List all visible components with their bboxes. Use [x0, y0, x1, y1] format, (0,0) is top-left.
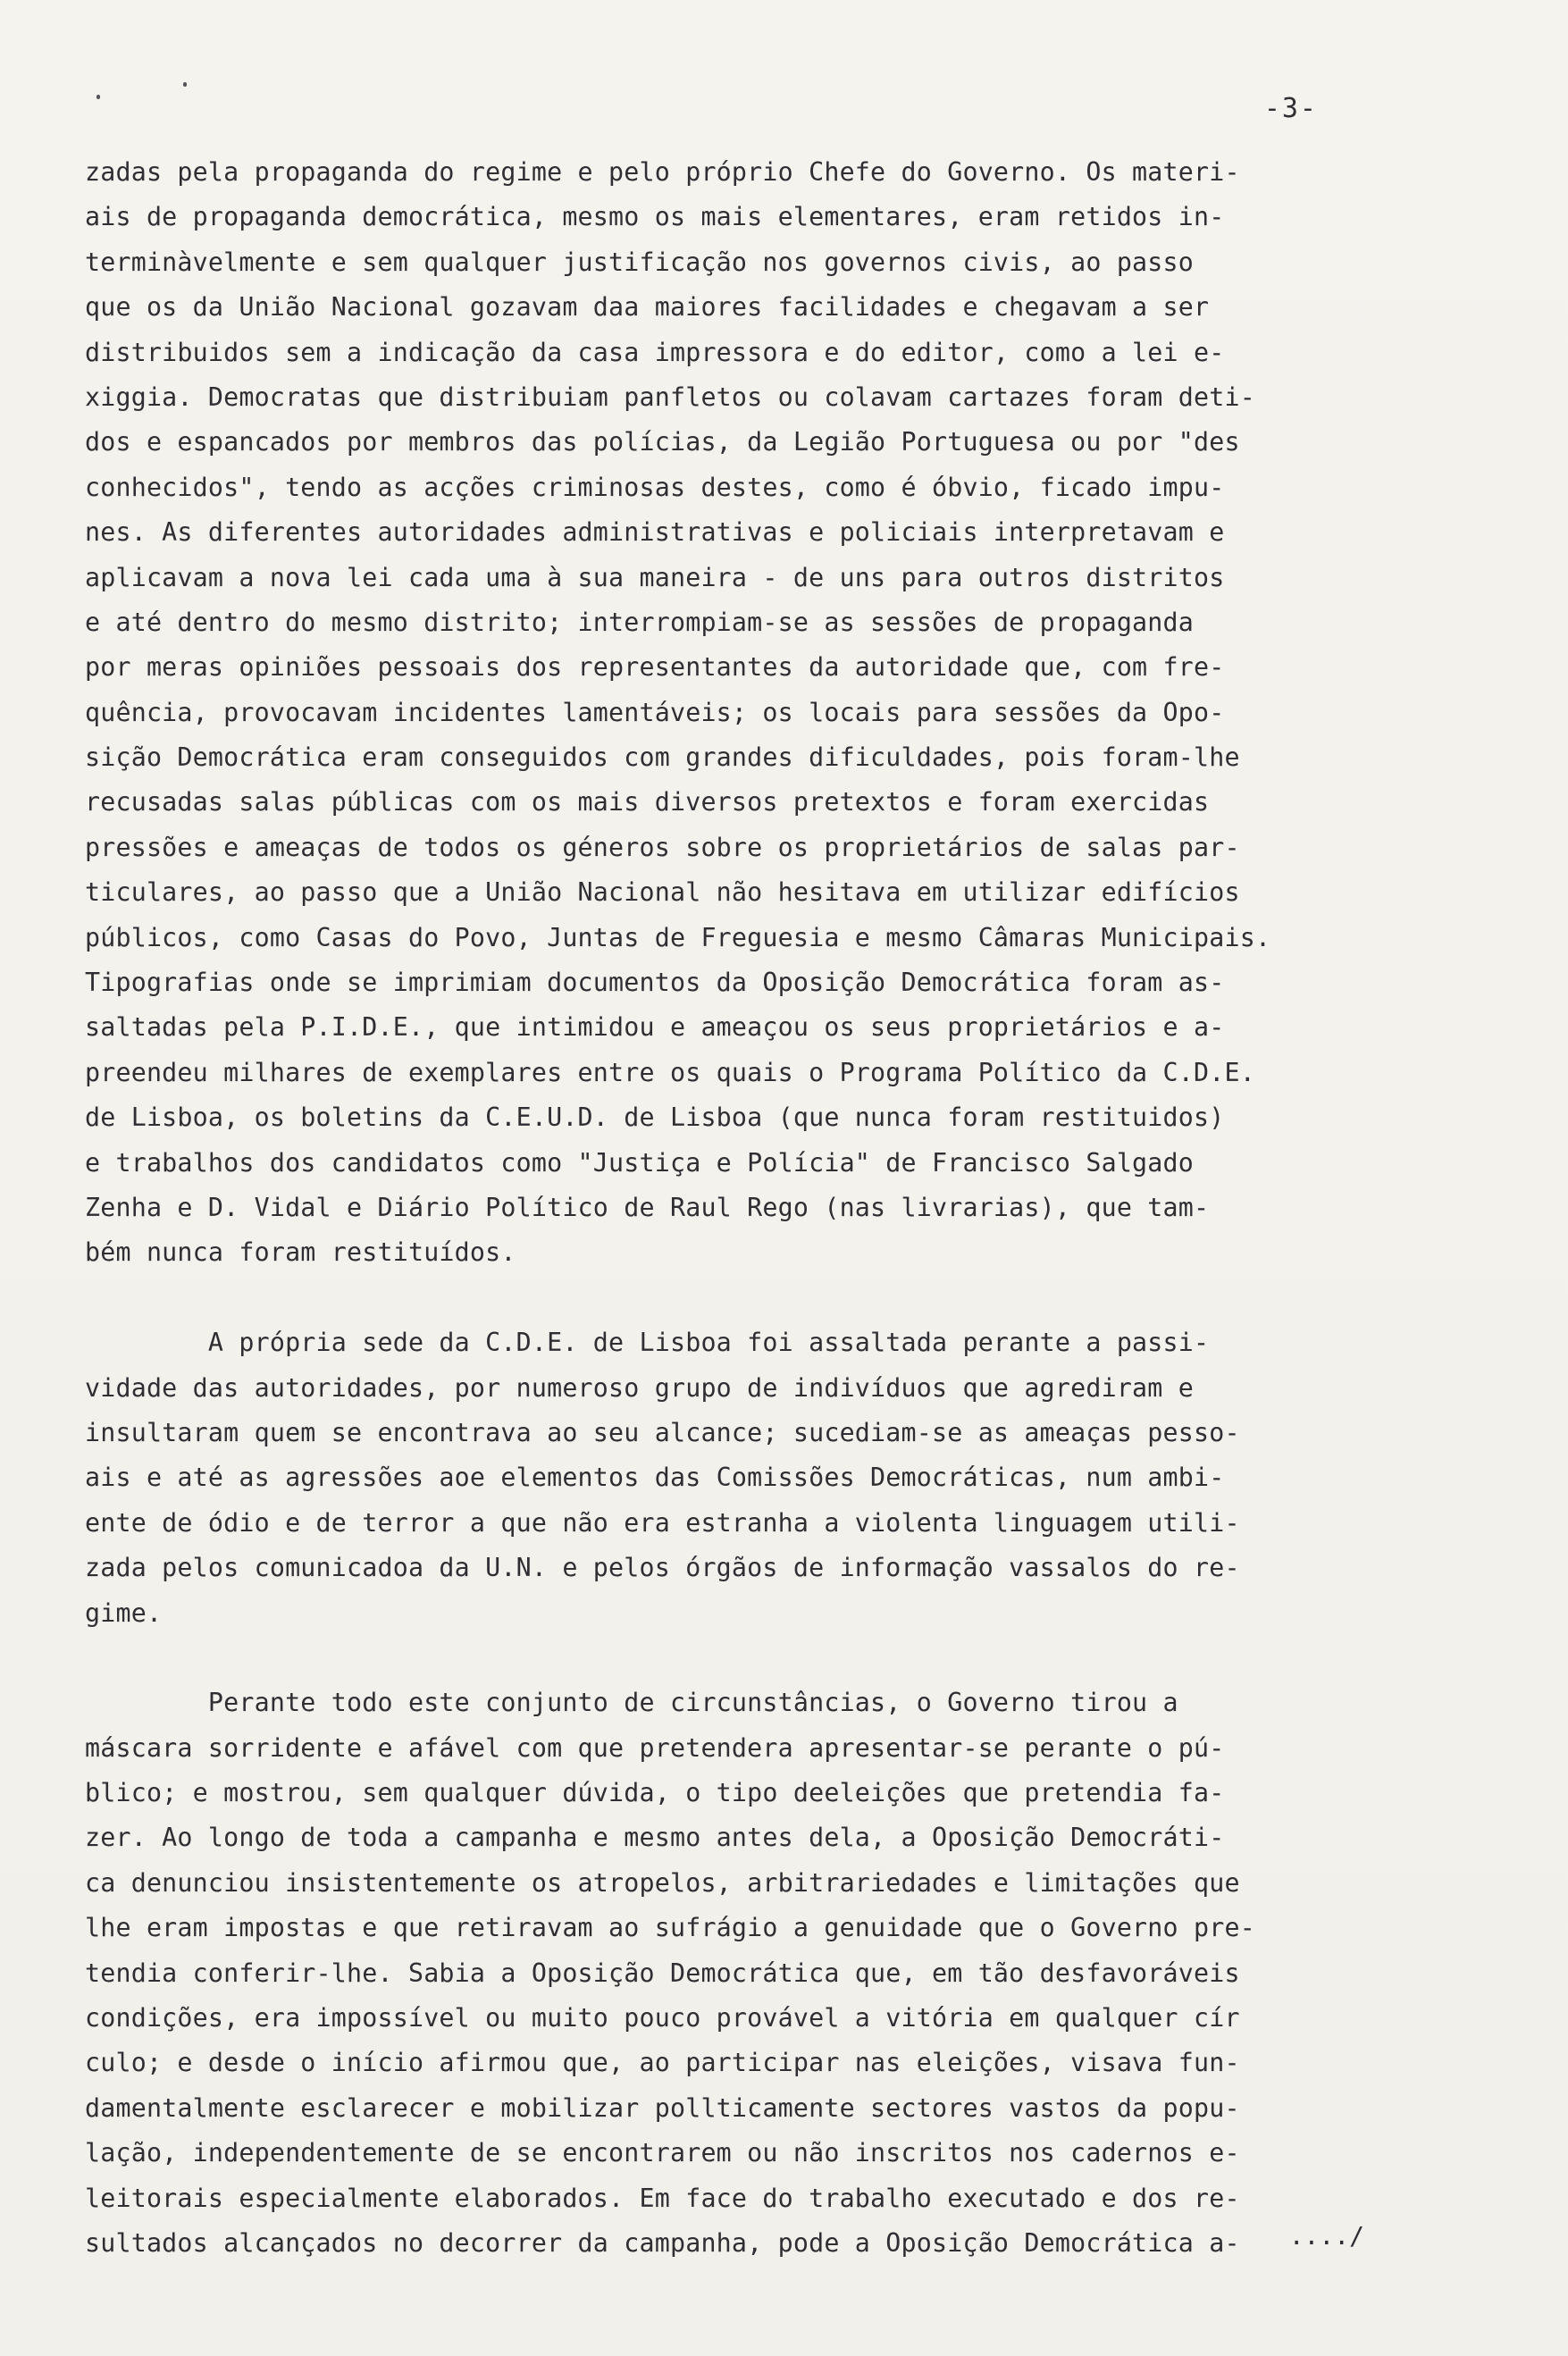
text-line: lhe eram impostas e que retiravam ao sufrágio a genuidade que o Governo pre- — [85, 1913, 1255, 1943]
text-line: distribuidos sem a indicação da casa impressora e do editor, como a lei e- — [85, 337, 1225, 367]
text-line: recusadas salas públicas com os mais diversos pretextos e foram exercidas — [85, 787, 1210, 817]
text-line: sição Democrática eram conseguidos com grandes dificuldades, pois foram-lhe — [85, 742, 1240, 773]
text-line: e trabalhos dos candidatos como "Justiça e Polícia" de Francisco Salgado — [85, 1147, 1195, 1178]
text-line: conhecidos", tendo as acções criminosas destes, como é óbvio, ficado impu- — [85, 472, 1225, 502]
text-line: damentalmente esclarecer e mobilizar pollticamente sectores vastos da popu- — [85, 2092, 1240, 2123]
text-line: Perante todo este conjunto de circunstâncias, o Governo tirou a — [85, 1688, 1178, 1718]
text-line: de Lisboa, os boletins da C.E.U.D. de Lisboa (que nunca foram restituidos) — [85, 1103, 1225, 1133]
text-line: bém nunca foram restituídos. — [85, 1237, 516, 1268]
paragraph-gap — [85, 1276, 1514, 1321]
text-line: vidade das autoridades, por numeroso grupo de indivíduos que agrediram e — [85, 1372, 1195, 1403]
text-line: preendeu milhares de exemplares entre os quais o Programa Político da C.D.E. — [85, 1057, 1255, 1087]
text-line: xiggia. Democratas que distribuiam panfletos ou colavam cartazes foram deti- — [85, 381, 1255, 412]
text-line: lação, independentemente de se encontrarem ou não inscritos nos cadernos e- — [85, 2138, 1240, 2168]
text-line: ca denunciou insistentemente os atropelos, arbitrariedades e limitações que — [85, 1867, 1240, 1898]
text-line: saltadas pela P.I.D.E., que intimidou e ameaçou os seus proprietários e a- — [85, 1012, 1225, 1043]
text-line: e até dentro do mesmo distrito; interrompiam-se as sessões de propaganda — [85, 607, 1195, 637]
text-line: nes. As diferentes autoridades administrativas e policiais interpretavam e — [85, 517, 1225, 548]
paragraph-3 — [85, 1681, 1514, 2266]
text-line: zer. Ao longo de toda a campanha e mesmo antes dela, a Oposição Democráti- — [85, 1823, 1225, 1853]
text-line: públicos, como Casas do Povo, Juntas de Freguesia e mesmo Câmaras Municipais. — [85, 922, 1271, 952]
text-line: quência, provocavam incidentes lamentáveis; os locais para sessões da Opo- — [85, 697, 1225, 727]
continuation-mark: ..../ — [1288, 2221, 1364, 2251]
text-line: zadas pela propaganda do regime e pelo próprio Chefe do Governo. Os materi- — [85, 157, 1240, 187]
text-line: que os da União Nacional gozavam daa maiores facilidades e chegavam a ser — [85, 292, 1210, 323]
paper-speck — [96, 95, 100, 99]
text-line: tendia conferir-lhe. Sabia a Oposição Democrática que, em tão desfavoráveis — [85, 1958, 1240, 1988]
paper-speck — [183, 82, 187, 87]
text-line: Tipografias onde se imprimiam documentos da Oposição Democrática foram as- — [85, 968, 1225, 998]
text-line: dos e espancados por membros das polícias, da Legião Portuguesa ou por "des — [85, 427, 1240, 457]
text-line: máscara sorridente e afável com que pretendera apresentar-se perante o pú- — [85, 1732, 1225, 1763]
text-line: ticulares, ao passo que a União Nacional não hesitava em utilizar edifícios — [85, 877, 1240, 908]
text-line: Zenha e D. Vidal e Diário Político de Raul Rego (nas livrarias), que tam- — [85, 1192, 1210, 1222]
page-number: -3- — [1263, 93, 1318, 124]
paragraph-2 — [85, 1321, 1514, 1636]
text-line: ais e até as agressões aoe elementos das Comissões Democráticas, num ambi- — [85, 1463, 1225, 1493]
text-line: blico; e mostrou, sem qualquer dúvida, o tipo deeleições que pretendia fa- — [85, 1778, 1225, 1808]
text-line: culo; e desde o início afirmou que, ao participar nas eleições, visava fun- — [85, 2048, 1240, 2078]
text-line: ais de propaganda democrática, mesmo os mais elementares, eram retidos in- — [85, 202, 1225, 232]
text-line: zada pelos comunicadoa da U.N. e pelos órgãos de informação vassalos do re- — [85, 1553, 1240, 1583]
body-text — [85, 150, 1514, 2266]
text-line: pressões e ameaças de todos os géneros sobre os proprietários de salas par- — [85, 832, 1240, 862]
text-line: por meras opiniões pessoais dos representantes da autoridade que, com fre- — [85, 652, 1225, 683]
text-line: gime. — [85, 1597, 163, 1628]
text-line: condições, era impossível ou muito pouco provável a vitória em qualquer cír — [85, 2003, 1240, 2033]
text-line: terminàvelmente e sem qualquer justificação nos governos civis, ao passo — [85, 247, 1195, 277]
text-line: A própria sede da C.D.E. de Lisboa foi assaltada perante a passi- — [85, 1328, 1210, 1358]
paragraph-gap — [85, 1636, 1514, 1681]
text-line: ente de ódio e de terror a que não era estranha a violenta linguagem utili- — [85, 1507, 1240, 1538]
paragraph-1 — [85, 150, 1514, 1276]
text-line: sultados alcançados no decorrer da campanha, pode a Oposição Democrática a- — [85, 2227, 1240, 2258]
text-line: insultaram quem se encontrava ao seu alcance; sucediam-se as ameaças pesso- — [85, 1417, 1240, 1447]
text-line: leitorais especialmente elaborados. Em face do trabalho executado e dos re- — [85, 2183, 1240, 2213]
text-line: aplicavam a nova lei cada uma à sua maneira - de uns para outros distritos — [85, 562, 1225, 592]
